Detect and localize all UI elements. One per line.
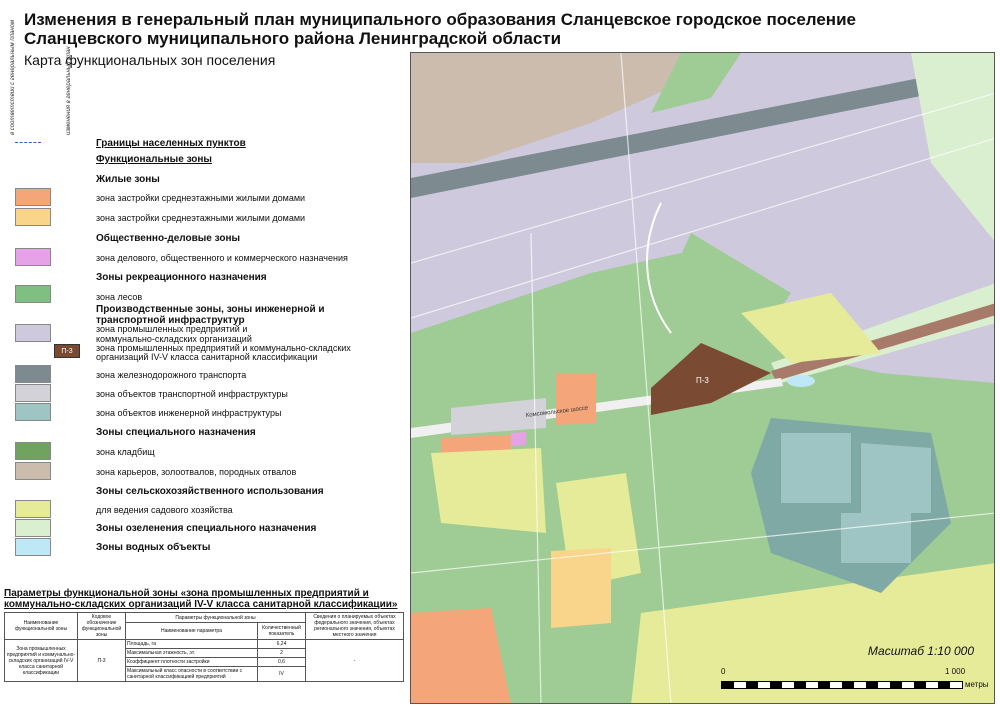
legend-ind-1-label: зона промышленных предприятий и коммунально-складских организаций [96,324,252,344]
legend-row-ind-4 [10,384,395,402]
legend-bus-1-label: зона делового, общественного и коммерческого назначения [96,253,348,263]
page-title: Изменения в генеральный план муниципального образования Сланцевское городское поселение Сланцевского муниципального района Ленинградской области [24,10,856,48]
param-value: 2 [258,649,306,658]
param-name: Максимальная этажность, эт. [126,649,258,658]
params-header-code: Кодовое обозначение функциональной зоны [78,613,126,640]
map-canvas[interactable] [411,53,995,704]
swatch-res-1 [15,188,51,206]
p3-zone-code-label: П-3 [696,376,709,385]
swatch-res-2 [15,208,51,226]
table-row [5,640,404,649]
param-name: Коэффициент плотности застройки [126,658,258,667]
swatch-sp-2 [15,462,51,480]
pond-1 [781,433,851,503]
legend-business-heading: Общественно-деловые зоны [96,233,241,244]
legend-row-ind-3 [10,365,395,383]
scale-bar-ruler [721,681,963,689]
legend-row-water-1 [10,538,395,556]
legend-special-heading: Зоны специального назначения [96,427,256,438]
swatch-ind-5 [15,403,51,421]
legend-sp-1-label: зона кладбищ [96,447,155,457]
legend-row-bus-1 [10,248,395,266]
swatch-agri-1 [15,500,51,518]
legend-recreation-heading: Зоны рекреационного назначения [96,272,267,283]
legend-boundaries-label: Границы населенных пунктов [96,138,246,149]
swatch-ind-1 [15,324,51,342]
swatch-water-1 [15,538,51,556]
legend-row-ind-2 [10,344,395,362]
legend-ind-3-label: зона железнодорожного транспорта [96,370,247,380]
legend-row-agri-1 [10,500,395,518]
params-header-param-value: Количественный показатель [258,623,306,640]
legend-agri-1-label: для ведения садового хозяйства [96,505,233,515]
legend-row-res-1 [10,188,395,206]
legend-ind-5-label: зона объектов инженерной инфраструктуры [96,408,282,418]
legend-ind-2-label: зона промышленных предприятий и коммунально-складских организаций IV-V класса санитарной классификации [96,343,351,362]
pond-3 [841,513,911,563]
residential-zone-yellow [551,548,611,628]
legend-column-changes: изменения в генеральный план [66,46,72,135]
pond-2 [861,443,931,513]
legend-residential-heading: Жилые зоны [96,174,160,185]
swatch-sp-1 [15,442,51,460]
param-name: Максимальный класс опасности в соответствии с санитарной классификацией предприятий [126,667,258,682]
legend-row-green-1 [10,519,395,537]
param-value: 6,24 [258,640,306,649]
params-title: Параметры функциональной зоны «зона промышленных предприятий и коммунально-складских организаций IV-V класса санитарной классификации» [4,588,398,610]
scale-label: Масштаб 1:10 000 [867,644,974,658]
swatch-rec-1 [15,285,51,303]
legend-row-ind-5 [10,403,395,421]
params-table [4,612,404,682]
scale-unit: метры [965,680,989,689]
legend-column-current: в соответствии с генеральным планом [10,19,16,135]
legend-functional-zones-heading: Функциональные зоны [96,154,212,165]
scale-bar [721,667,989,697]
swatch-ind-3 [15,365,51,383]
legend-res-1-label: зона застройки среднеэтажными жилыми домами [96,193,306,203]
params-header-params: Параметры функциональной зоны [126,613,306,623]
swatch-green-1 [15,519,51,537]
legend-sp-2-label: зона карьеров, золоотвалов, породных отвалов [96,467,297,477]
legend-row-sp-1 [10,442,395,460]
scale-zero: 0 [721,667,726,676]
road-name-label: Комсомольское шоссе [525,405,589,419]
legend-green-heading: Зоны озеленения специального назначения [96,523,317,534]
params-info: - [306,640,404,682]
residential-zone-center [556,373,596,425]
legend-row-res-2 [10,208,395,226]
params-code: П-3 [78,640,126,682]
swatch-ind-4 [15,384,51,402]
business-zone [511,432,526,446]
params-header-info: Сведения о планируемых объектах федерального значения, объектах регионального значения, объектах местного значения [306,613,404,640]
map-panel[interactable] [410,52,995,704]
params-zone-name: Зона промышленных предприятий и коммунально-складских организаций IV-V класса санитарной классификации [5,640,78,682]
scale-max: 1 000 [945,667,966,676]
param-name: Площадь, га [126,640,258,649]
param-value: IV [258,667,306,682]
param-value: 0,6 [258,658,306,667]
legend-res-2-label: зона застройки среднеэтажными жилыми домами [96,213,306,223]
legend-industrial-heading: Производственные зоны, зоны инженерной и транспортной инфраструктур [96,304,325,326]
boundary-line-icon [15,142,41,143]
legend-water-heading: Зоны водных объекты [96,542,211,553]
legend-rec-1-label: зона лесов [96,292,143,302]
zone-code-icon: П-3 [54,344,80,358]
water-body [787,375,815,387]
params-header-zone: Наименование функциональной зоны [5,613,78,640]
legend-ind-4-label: зона объектов транспортной инфраструктуры [96,389,288,399]
agri-zone-west [431,448,546,533]
legend-row-sp-2 [10,462,395,480]
legend-agri-heading: Зоны сельскохозяйственного использования [96,486,324,497]
page-subtitle: Карта функциональных зон поселения [24,52,276,68]
legend-row-ind-1 [10,324,395,342]
swatch-bus-1 [15,248,51,266]
legend-row-rec-1 [10,285,395,303]
params-header-param-name: Наименование параметра [126,623,258,640]
